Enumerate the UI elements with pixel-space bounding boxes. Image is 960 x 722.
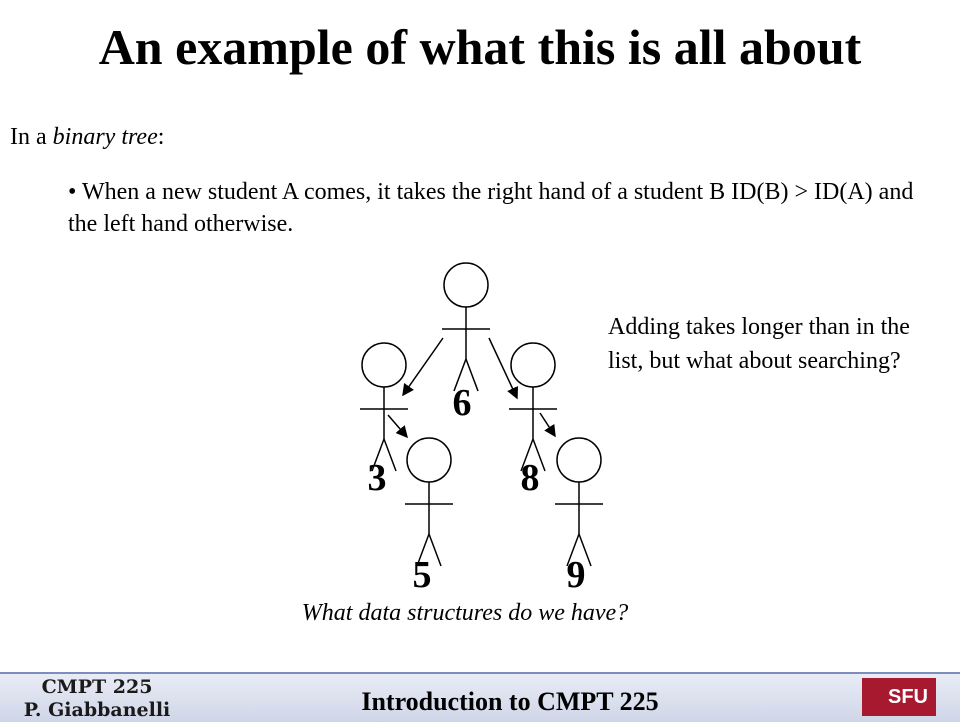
- slide-title: An example of what this is all about: [98, 19, 862, 75]
- course-info: [14, 676, 180, 722]
- figure-head: [444, 263, 488, 307]
- course-code: CMPT 225: [41, 676, 153, 698]
- side-note: Adding takes longer than in the list, but what about searching?: [608, 314, 910, 374]
- node-label-6: 6: [452, 382, 472, 424]
- sfu-logo: SFU: [862, 678, 936, 716]
- intro-emphasis: binary tree: [52, 124, 158, 150]
- edge-arrow-3-5: [388, 415, 407, 437]
- figure-head: [407, 438, 451, 482]
- bullet-text: When a new student A comes, it takes the right hand of a student B ID(B) > ID(A) and the left hand otherwise.: [68, 179, 914, 237]
- figure-head: [511, 343, 555, 387]
- student-figure-5: [405, 438, 453, 596]
- question-text: What data structures do we have?: [301, 600, 629, 626]
- node-label-8: 8: [520, 457, 540, 499]
- edge-arrow-8-9: [540, 413, 555, 436]
- student-figure-9: [555, 438, 603, 596]
- figure-head: [557, 438, 601, 482]
- course-instructor: P. Giabbanelli: [23, 699, 171, 721]
- node-label-9: 9: [566, 554, 586, 596]
- intro-prefix: In a: [10, 124, 53, 150]
- student-figure-6: [442, 263, 490, 424]
- node-label-5: 5: [412, 554, 432, 596]
- student-figure-3: [360, 343, 408, 499]
- bullet-glyph: •: [68, 179, 77, 205]
- edge-arrow-6-8: [489, 338, 517, 398]
- node-label-3: 3: [367, 457, 387, 499]
- edge-arrow-6-3: [403, 338, 443, 395]
- intro-suffix: :: [157, 124, 165, 150]
- footer-title: Introduction to CMPT 225: [361, 687, 659, 716]
- student-figure-8: [509, 343, 557, 499]
- figure-head: [362, 343, 406, 387]
- footer-bar: [0, 672, 960, 722]
